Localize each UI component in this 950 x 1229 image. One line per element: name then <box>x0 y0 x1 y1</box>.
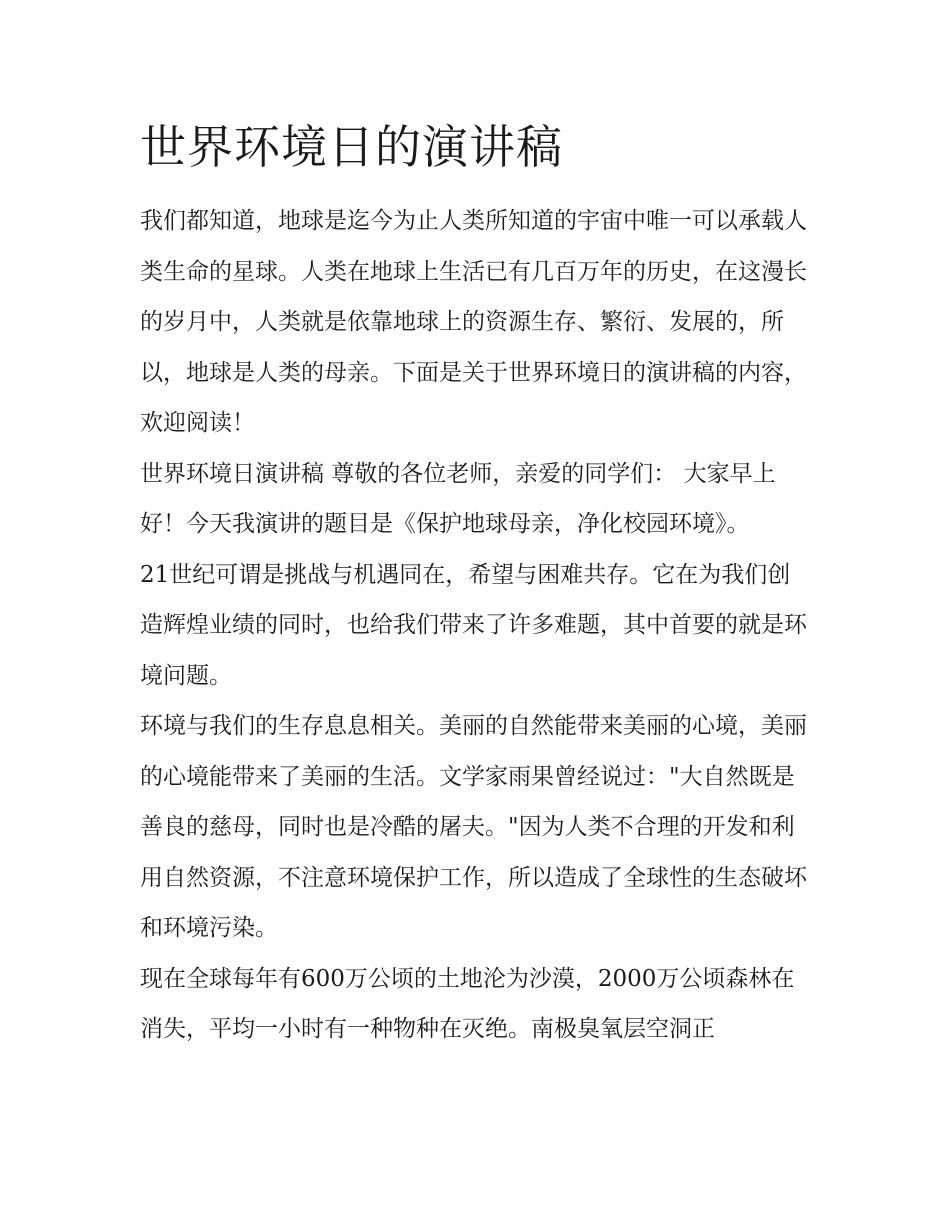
paragraph-21st-century: 21世纪可谓是挑战与机遇同在，希望与困难共存。它在为我们创造辉煌业绩的同时，也给我们带来了许多难题，其中首要的就是环境问题。 <box>140 561 807 689</box>
paragraph-greeting: 世界环境日演讲稿 尊敬的各位老师，亲爱的同学们： 大家早上好！今天我演讲的题目是《保护地球母亲，净化校园环境》。 <box>140 460 776 537</box>
paragraph-environment: 环境与我们的生存息息相关。美丽的自然能带来美丽的心境，美丽的心境能带来了美丽的生活。文学家雨果曾经说过："大自然既是善良的慈母，同时也是冷酷的屠夫。"因为人类不合理的开发和利用自然资源，不注意环境保护工作，所以造成了全球性的生态破坏和环境污染。 <box>140 713 807 941</box>
paragraph-intro: 我们都知道，地球是迄今为止人类所知道的宇宙中唯一可以承载人类生命的星球。人类在地球上生活已有几百万年的历史，在这漫长的岁月中，人类就是依靠地球上的资源生存、繁衍、发展的，所以，地球是人类的母亲。下面是关于世界环境日的演讲稿的内容，欢迎阅读！ <box>140 208 807 436</box>
document-page <box>140 112 812 1055</box>
paragraph-statistics: 现在全球每年有600万公顷的土地沦为沙漠，2000万公顷森林在消失，平均一小时有一种物种在灭绝。南极臭氧层空洞正 <box>140 965 795 1042</box>
document-title: 世界环境日的演讲稿 <box>140 120 563 174</box>
